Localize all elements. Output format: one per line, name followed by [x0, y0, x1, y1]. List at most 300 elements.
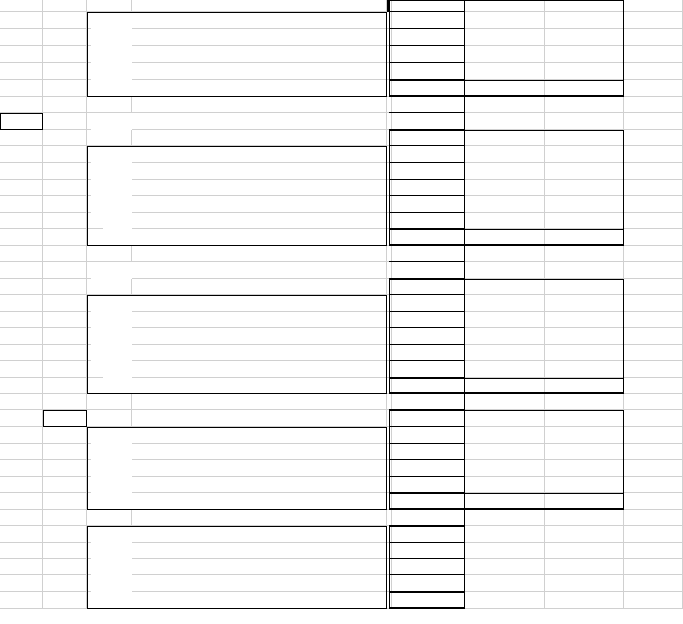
empty-cell[interactable]	[43, 63, 87, 80]
value-cell[interactable]	[389, 295, 465, 312]
empty-cell[interactable]	[624, 543, 683, 559]
cell-border-line	[87, 526, 387, 527]
empty-cell[interactable]	[389, 262, 465, 279]
value-cell[interactable]	[465, 295, 545, 312]
empty-cell[interactable]	[43, 163, 87, 180]
cell-border-line	[87, 393, 387, 394]
value-cell[interactable]	[465, 361, 545, 378]
value-cell[interactable]	[465, 12, 545, 29]
value-cell[interactable]	[465, 213, 545, 229]
empty-cell[interactable]	[0, 29, 43, 46]
empty-cell[interactable]	[624, 394, 683, 410]
cell-border-line	[623, 410, 624, 510]
value-cell[interactable]	[465, 196, 545, 213]
value-cell[interactable]	[545, 427, 624, 444]
value-cell[interactable]	[389, 477, 465, 493]
empty-cell[interactable]	[0, 510, 43, 526]
cell-border-line	[42, 113, 43, 130]
empty-cell[interactable]	[0, 493, 43, 510]
empty-cell[interactable]	[389, 97, 465, 113]
empty-cell[interactable]	[43, 378, 87, 394]
cell-border-line	[389, 279, 624, 280]
empty-cell[interactable]	[624, 345, 683, 361]
value-cell[interactable]	[545, 12, 624, 29]
empty-cell[interactable]	[132, 477, 387, 493]
empty-cell[interactable]	[465, 97, 545, 113]
empty-cell[interactable]	[624, 213, 683, 229]
empty-cell[interactable]	[465, 592, 545, 609]
cell-border-line	[0, 129, 43, 130]
empty-cell[interactable]	[0, 394, 43, 410]
empty-cell[interactable]	[87, 246, 132, 262]
cell-border-line	[87, 295, 387, 296]
empty-cell[interactable]	[624, 460, 683, 477]
empty-cell[interactable]	[0, 575, 43, 592]
empty-cell[interactable]	[43, 246, 87, 262]
empty-cell[interactable]	[389, 113, 465, 130]
empty-cell[interactable]	[87, 410, 132, 427]
value-cell[interactable]	[389, 63, 465, 80]
empty-cell[interactable]	[624, 97, 683, 113]
empty-cell[interactable]	[624, 526, 683, 543]
cell-border-line	[389, 0, 390, 97]
empty-cell[interactable]	[43, 575, 87, 592]
section-marker-cell[interactable]	[0, 113, 43, 130]
empty-cell[interactable]	[624, 229, 683, 246]
empty-cell[interactable]	[0, 427, 43, 444]
empty-cell[interactable]	[545, 592, 624, 609]
value-cell[interactable]	[545, 29, 624, 46]
value-cell[interactable]	[465, 29, 545, 46]
value-cell[interactable]	[465, 460, 545, 477]
cell-border-line	[87, 608, 387, 609]
empty-cell[interactable]	[0, 12, 43, 29]
empty-cell[interactable]	[43, 427, 87, 444]
empty-cell[interactable]	[43, 493, 87, 510]
empty-cell[interactable]	[43, 46, 87, 63]
empty-cell[interactable]	[0, 410, 43, 427]
value-cell[interactable]	[465, 427, 545, 444]
section-marker-cell[interactable]	[43, 113, 87, 130]
empty-cell[interactable]	[0, 295, 43, 312]
empty-cell[interactable]	[132, 493, 387, 510]
empty-cell[interactable]	[43, 543, 87, 559]
cell-border-line	[87, 245, 387, 246]
empty-cell[interactable]	[43, 12, 87, 29]
empty-cell[interactable]	[0, 460, 43, 477]
cell-border-line	[389, 592, 465, 593]
empty-cell[interactable]	[624, 361, 683, 378]
empty-cell[interactable]	[624, 279, 683, 295]
empty-cell[interactable]	[87, 97, 132, 113]
empty-cell[interactable]	[624, 0, 683, 12]
empty-cell[interactable]	[87, 130, 132, 146]
empty-cell[interactable]	[132, 29, 387, 46]
empty-cell[interactable]	[624, 410, 683, 427]
empty-cell[interactable]	[465, 526, 545, 543]
column-header-total[interactable]	[545, 0, 624, 12]
empty-cell[interactable]	[132, 444, 387, 460]
empty-cell[interactable]	[0, 246, 43, 262]
empty-cell[interactable]	[545, 63, 624, 80]
empty-cell[interactable]	[132, 345, 387, 361]
empty-cell[interactable]	[132, 130, 387, 146]
empty-cell[interactable]	[465, 559, 545, 575]
empty-cell[interactable]	[43, 29, 87, 46]
empty-cell[interactable]	[624, 575, 683, 592]
value-cell[interactable]	[545, 213, 624, 229]
empty-cell[interactable]	[0, 0, 43, 12]
value-cell[interactable]	[545, 180, 624, 196]
empty-cell[interactable]	[465, 262, 545, 279]
cell-border-line	[87, 509, 387, 510]
empty-cell[interactable]	[624, 163, 683, 180]
empty-cell[interactable]	[132, 80, 387, 97]
empty-cell[interactable]	[132, 46, 387, 63]
empty-cell[interactable]	[624, 493, 683, 510]
value-cell[interactable]	[545, 345, 624, 361]
empty-cell[interactable]	[624, 592, 683, 609]
empty-cell[interactable]	[132, 361, 387, 378]
cell-border-line	[388, 0, 389, 12]
value-cell[interactable]	[389, 213, 465, 229]
empty-cell[interactable]	[389, 543, 465, 559]
empty-cell[interactable]	[132, 63, 387, 80]
empty-cell[interactable]	[43, 196, 87, 213]
empty-cell[interactable]	[545, 394, 624, 410]
empty-cell[interactable]	[624, 246, 683, 262]
empty-cell[interactable]	[545, 113, 624, 130]
column-header-turpentine[interactable]	[465, 130, 545, 146]
empty-cell[interactable]	[132, 213, 387, 229]
empty-cell[interactable]	[0, 63, 43, 80]
empty-cell[interactable]	[43, 361, 87, 378]
value-cell[interactable]	[545, 146, 624, 163]
empty-cell[interactable]	[0, 559, 43, 575]
value-cell[interactable]	[389, 460, 465, 477]
column-header-total[interactable]	[545, 130, 624, 146]
empty-cell[interactable]	[0, 229, 43, 246]
cell-border-line	[623, 279, 624, 394]
cell-border-line	[87, 96, 387, 97]
empty-cell[interactable]	[545, 559, 624, 575]
empty-cell[interactable]	[43, 559, 87, 575]
empty-cell[interactable]	[545, 543, 624, 559]
cell-border-line	[389, 244, 624, 246]
empty-cell[interactable]	[624, 63, 683, 80]
empty-cell[interactable]	[624, 262, 683, 279]
value-cell[interactable]	[389, 146, 465, 163]
empty-cell[interactable]	[0, 312, 43, 328]
cell-border-line	[43, 410, 87, 411]
empty-cell[interactable]	[624, 328, 683, 345]
cell-border-line	[0, 113, 1, 130]
empty-cell[interactable]	[465, 543, 545, 559]
empty-cell[interactable]	[87, 0, 132, 12]
empty-cell[interactable]	[43, 460, 87, 477]
empty-cell[interactable]	[624, 559, 683, 575]
empty-cell[interactable]	[132, 592, 387, 609]
empty-cell[interactable]	[132, 262, 387, 279]
empty-cell[interactable]	[0, 592, 43, 609]
empty-cell[interactable]	[465, 246, 545, 262]
empty-cell[interactable]	[624, 427, 683, 444]
cell-border-line	[389, 493, 624, 494]
empty-cell[interactable]	[132, 246, 387, 262]
column-header-alcohol-bev[interactable]	[389, 410, 465, 427]
empty-cell[interactable]	[0, 444, 43, 460]
section-marker-cell[interactable]	[43, 410, 87, 427]
empty-cell[interactable]	[132, 229, 387, 246]
empty-cell[interactable]	[389, 394, 465, 410]
empty-cell[interactable]	[465, 163, 545, 180]
empty-cell[interactable]	[132, 328, 387, 345]
value-cell[interactable]	[465, 63, 545, 80]
empty-cell[interactable]	[132, 113, 387, 130]
value-cell[interactable]	[389, 526, 465, 543]
empty-cell[interactable]	[132, 295, 387, 312]
empty-cell[interactable]	[43, 229, 87, 246]
column-header-total[interactable]	[545, 279, 624, 295]
label-cell-total-cost-of-goods-sold[interactable]	[87, 361, 103, 378]
cell-border-line	[386, 146, 387, 246]
empty-cell[interactable]	[132, 575, 387, 592]
empty-cell[interactable]	[132, 378, 387, 394]
empty-cell[interactable]	[87, 394, 132, 410]
empty-cell[interactable]	[389, 312, 465, 328]
value-cell[interactable]	[545, 295, 624, 312]
empty-cell[interactable]	[545, 262, 624, 279]
empty-cell[interactable]	[0, 543, 43, 559]
column-header-methanol[interactable]	[389, 279, 465, 295]
empty-cell[interactable]	[545, 246, 624, 262]
empty-cell[interactable]	[132, 279, 387, 295]
empty-cell[interactable]	[545, 97, 624, 113]
value-cell[interactable]	[389, 575, 465, 592]
empty-cell[interactable]	[132, 180, 387, 196]
empty-cell[interactable]	[624, 130, 683, 146]
value-cell[interactable]	[465, 444, 545, 460]
cell-border-line	[86, 410, 87, 427]
empty-cell[interactable]	[43, 97, 87, 113]
column-header-methanol[interactable]	[389, 0, 465, 12]
empty-cell[interactable]	[43, 279, 87, 295]
value-cell[interactable]	[465, 328, 545, 345]
empty-cell[interactable]	[465, 394, 545, 410]
cell-border-line	[389, 526, 465, 527]
cell-border-line	[623, 0, 624, 97]
cell-border-line	[386, 295, 387, 394]
empty-cell[interactable]	[132, 12, 387, 29]
empty-cell[interactable]	[624, 510, 683, 526]
cell-border-line	[464, 526, 465, 609]
empty-cell[interactable]	[43, 328, 87, 345]
cell-border-line	[389, 607, 465, 609]
empty-cell[interactable]	[132, 163, 387, 180]
empty-cell[interactable]	[545, 163, 624, 180]
cell-border-line	[389, 392, 624, 394]
empty-cell[interactable]	[43, 80, 87, 97]
column-header-turpentine[interactable]	[465, 0, 545, 12]
empty-cell[interactable]	[132, 510, 387, 526]
empty-cell[interactable]	[132, 146, 387, 163]
empty-cell[interactable]	[0, 378, 43, 394]
empty-cell[interactable]	[624, 378, 683, 394]
column-header-turpentine[interactable]	[465, 279, 545, 295]
empty-cell[interactable]	[465, 510, 545, 526]
empty-cell[interactable]	[0, 196, 43, 213]
empty-cell[interactable]	[0, 345, 43, 361]
cell-border-line	[87, 526, 88, 609]
cell-border-line	[386, 526, 387, 609]
cell-border-line	[389, 410, 390, 510]
empty-cell[interactable]	[43, 0, 87, 12]
cell-border-line	[43, 410, 44, 427]
value-cell[interactable]	[389, 345, 465, 361]
value-cell[interactable]	[545, 444, 624, 460]
empty-cell[interactable]	[0, 97, 43, 113]
cell-border-line	[389, 279, 390, 394]
empty-cell[interactable]	[624, 477, 683, 493]
empty-cell[interactable]	[624, 46, 683, 63]
column-header-methanol[interactable]	[389, 130, 465, 146]
empty-cell[interactable]	[132, 196, 387, 213]
value-cell[interactable]	[545, 46, 624, 63]
cell-border-line	[389, 378, 624, 379]
empty-cell[interactable]	[465, 575, 545, 592]
empty-cell[interactable]	[0, 146, 43, 163]
empty-cell[interactable]	[132, 526, 387, 543]
value-cell[interactable]	[545, 196, 624, 213]
cell-border-line	[386, 12, 387, 97]
empty-cell[interactable]	[389, 163, 465, 180]
empty-cell[interactable]	[43, 394, 87, 410]
empty-cell[interactable]	[132, 460, 387, 477]
cell-border-line	[87, 146, 88, 246]
empty-cell[interactable]	[624, 146, 683, 163]
empty-cell[interactable]	[43, 592, 87, 609]
empty-cell[interactable]	[43, 526, 87, 543]
empty-cell[interactable]	[43, 180, 87, 196]
empty-cell[interactable]	[0, 328, 43, 345]
empty-cell[interactable]	[624, 12, 683, 29]
value-cell[interactable]	[465, 46, 545, 63]
cell-border-line	[87, 146, 387, 147]
empty-cell[interactable]	[0, 163, 43, 180]
empty-cell[interactable]	[389, 246, 465, 262]
section-marker-cell[interactable]	[43, 262, 87, 279]
empty-cell[interactable]	[624, 196, 683, 213]
empty-cell[interactable]	[624, 80, 683, 97]
value-cell[interactable]	[389, 328, 465, 345]
label-cell-total-cost-of-goods-sold[interactable]	[87, 213, 103, 229]
empty-cell[interactable]	[132, 410, 387, 427]
empty-cell[interactable]	[132, 559, 387, 575]
value-cell[interactable]	[389, 12, 465, 29]
empty-cell[interactable]	[43, 444, 87, 460]
empty-cell[interactable]	[0, 279, 43, 295]
value-cell[interactable]	[389, 29, 465, 46]
empty-cell[interactable]	[624, 295, 683, 312]
empty-cell[interactable]	[465, 312, 545, 328]
value-cell[interactable]	[389, 559, 465, 575]
value-cell[interactable]	[545, 460, 624, 477]
column-header-turpentine[interactable]	[465, 410, 545, 427]
value-cell[interactable]	[465, 477, 545, 493]
empty-cell[interactable]	[43, 295, 87, 312]
empty-cell[interactable]	[0, 262, 43, 279]
empty-cell[interactable]	[0, 180, 43, 196]
value-cell[interactable]	[389, 180, 465, 196]
cell-border-line	[87, 427, 88, 510]
empty-cell[interactable]	[465, 113, 545, 130]
empty-cell[interactable]	[0, 477, 43, 493]
value-cell[interactable]	[389, 196, 465, 213]
empty-cell[interactable]	[43, 146, 87, 163]
value-cell[interactable]	[389, 361, 465, 378]
empty-cell[interactable]	[389, 510, 465, 526]
value-cell[interactable]	[545, 361, 624, 378]
empty-cell[interactable]	[0, 213, 43, 229]
empty-cell[interactable]	[624, 180, 683, 196]
empty-cell[interactable]	[545, 510, 624, 526]
value-cell[interactable]	[389, 427, 465, 444]
empty-cell[interactable]	[545, 526, 624, 543]
empty-cell[interactable]	[132, 0, 387, 12]
value-cell[interactable]	[389, 444, 465, 460]
empty-cell[interactable]	[87, 279, 132, 295]
empty-cell[interactable]	[624, 29, 683, 46]
label-cell-nrv-method-income-statement[interactable]	[87, 262, 91, 279]
empty-cell[interactable]	[545, 477, 624, 493]
empty-cell[interactable]	[132, 312, 387, 328]
empty-cell[interactable]	[545, 575, 624, 592]
empty-cell[interactable]	[624, 312, 683, 328]
empty-cell[interactable]	[624, 113, 683, 130]
empty-cell[interactable]	[87, 510, 132, 526]
empty-cell[interactable]	[132, 543, 387, 559]
empty-cell[interactable]	[43, 477, 87, 493]
value-cell[interactable]	[465, 146, 545, 163]
empty-cell[interactable]	[0, 361, 43, 378]
empty-cell[interactable]	[43, 510, 87, 526]
cell-border-line	[386, 427, 387, 510]
column-header-total[interactable]	[545, 410, 624, 427]
value-cell[interactable]	[389, 46, 465, 63]
cell-border-line	[389, 80, 624, 81]
empty-cell[interactable]	[43, 312, 87, 328]
empty-cell[interactable]	[43, 213, 87, 229]
empty-cell[interactable]	[545, 312, 624, 328]
cell-border-line	[389, 508, 624, 510]
value-cell[interactable]	[545, 328, 624, 345]
cell-border-line	[389, 229, 624, 230]
empty-cell[interactable]	[0, 80, 43, 97]
empty-cell[interactable]	[43, 130, 87, 146]
cell-border-line	[389, 130, 624, 131]
label-cell-physical-measure-gallon-method-income-statement[interactable]	[87, 113, 91, 130]
empty-cell[interactable]	[132, 427, 387, 444]
value-cell[interactable]	[465, 345, 545, 361]
empty-cell[interactable]	[43, 345, 87, 361]
empty-cell[interactable]	[624, 444, 683, 460]
value-cell[interactable]	[465, 180, 545, 196]
empty-cell[interactable]	[0, 46, 43, 63]
empty-cell[interactable]	[0, 130, 43, 146]
empty-cell[interactable]	[0, 526, 43, 543]
empty-cell[interactable]	[132, 97, 387, 113]
empty-cell[interactable]	[132, 394, 387, 410]
